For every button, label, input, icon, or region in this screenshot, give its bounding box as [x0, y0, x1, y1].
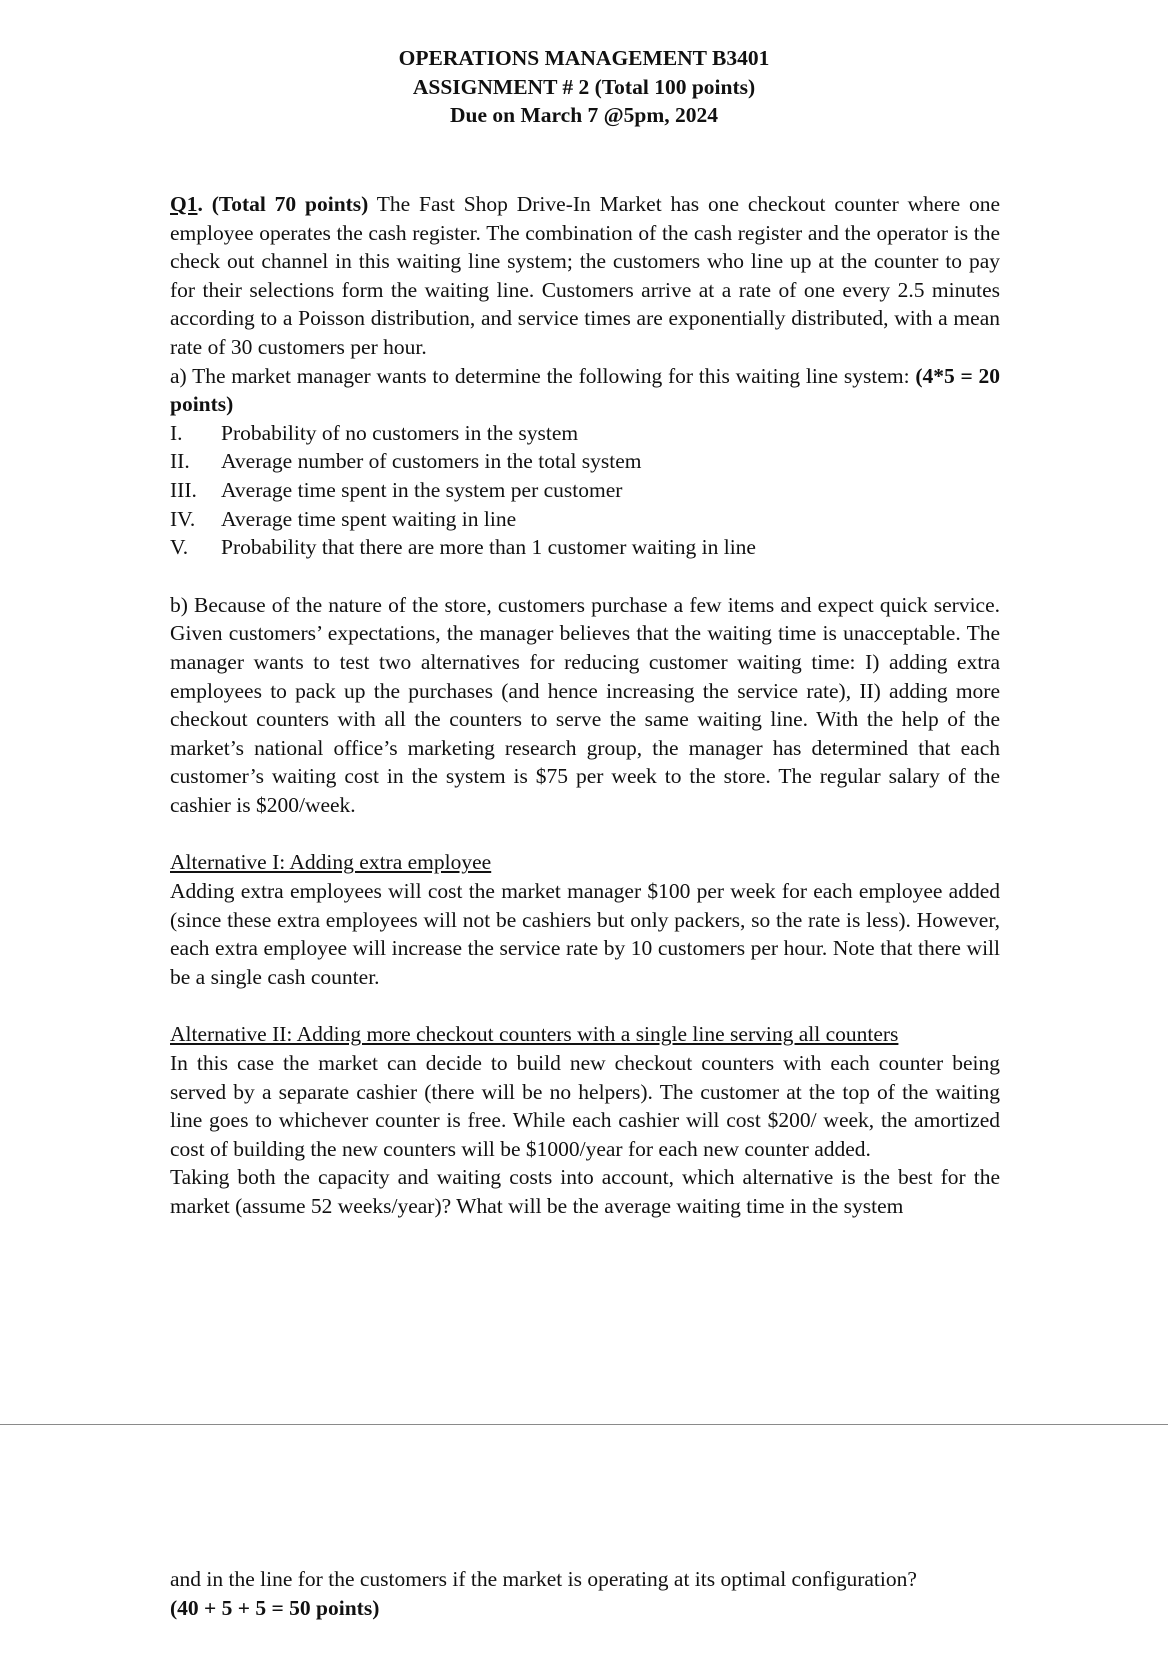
list-item-number: II.	[170, 449, 190, 474]
continuation-text: and in the line for the customers if the market is operating at its optimal configuration?	[170, 1567, 917, 1591]
question-1	[170, 190, 1000, 1221]
due-date: Due on March 7 @5pm, 2024	[449, 103, 719, 127]
continuation-points: (40 + 5 + 5 = 50 points)	[170, 1595, 380, 1620]
list-item-text: Average time spent waiting in line	[221, 506, 517, 531]
page-divider	[0, 1424, 1168, 1425]
list-item-number: I.	[170, 420, 183, 445]
list-item-text: Probability of no customers in the system	[221, 420, 579, 445]
part-a-list	[170, 419, 1000, 562]
spacer	[170, 819, 1000, 848]
closing-question: Taking both the capacity and waiting costs into account, which alternative is the best for the market (assume 52 weeks/year)? What will be the average waiting time in the system	[170, 1165, 1000, 1218]
q1-points: (Total 70 points)	[202, 192, 369, 216]
course-title: OPERATIONS MANAGEMENT B3401	[398, 46, 770, 70]
assignment-header	[0, 44, 1168, 130]
spacer	[170, 562, 1000, 591]
list-item	[170, 505, 1000, 534]
list-item-number: V.	[170, 535, 189, 560]
list-item	[170, 476, 1000, 505]
list-item-text: Average time spent in the system per customer	[221, 477, 623, 502]
alternative-1-text: Adding extra employees will cost the market manager $100 per week for each employee added (since these extra employees will not be cashiers but only packers, so the rate is less). However, each extra employee will increase the service rate by 10 customers per hour. Note that there will be a single cash counter.	[170, 879, 1000, 989]
q1-label-dot: .	[197, 192, 203, 216]
list-item	[170, 533, 1000, 562]
list-item-text: Average number of customers in the total system	[221, 449, 642, 474]
part-a-prompt	[170, 362, 1000, 419]
list-item-number: III.	[170, 477, 197, 502]
alternative-2-text: In this case the market can decide to build new checkout counters with each counter being served by a separate cashier (there will be no helpers). The customer at the top of the waiting line goes to whichever counter is free. While each cashier will cost $200/ week, the amortized cost of building the new counters will be $1000/year for each new counter added.	[170, 1051, 1000, 1161]
part-b-paragraph: b) Because of the nature of the store, customers purchase a few items and expect quick service. Given customers’ expectations, the manager believes that the waiting time is unacceptable. The manager wants to test two alternatives for reducing customer waiting time: I) adding extra employees to pack up the purchases (and hence increasing the service rate), II) adding more checkout counters with all the counters to serve the same waiting line. With the help of the market’s national office’s marketing research group, the manager has determined that each customer’s waiting cost in the system is $75 per week to the store. The regular salary of the cashier is $200/week.	[170, 592, 1000, 817]
q1-label-group	[170, 192, 368, 216]
list-item-number: IV.	[170, 506, 196, 531]
page-2-content	[170, 1565, 1000, 1622]
spacer	[170, 991, 1000, 1020]
q1-label: Q1	[170, 192, 198, 216]
q1-intro-text: The Fast Shop Drive-In Market has one checkout counter where one employee operates the cash register. The combination of the cash register and the operator is the check out channel in this waiting line system; the customers who line up at the counter to pay for their selections form the waiting line. Customers arrive at a rate of one every 2.5 minutes according to a Poisson distribution, and service times are exponentially distributed, with a mean rate of 30 customers per hour.	[170, 192, 1001, 359]
list-item-text: Probability that there are more than 1 customer waiting in line	[221, 535, 756, 560]
part-a-text: a) The market manager wants to determine the following for this waiting line system:	[170, 363, 916, 388]
part-a-points: (4*5 = 20 points)	[170, 363, 1000, 417]
alternative-1-title: Alternative I: Adding extra employee	[170, 850, 492, 875]
list-item	[170, 419, 1000, 448]
q1-intro-paragraph	[170, 190, 1000, 362]
assignment-title: ASSIGNMENT # 2 (Total 100 points)	[412, 74, 756, 99]
list-item	[170, 447, 1000, 476]
alternative-2-title: Alternative II: Adding more checkout counters with a single line serving all counters	[170, 1022, 899, 1047]
